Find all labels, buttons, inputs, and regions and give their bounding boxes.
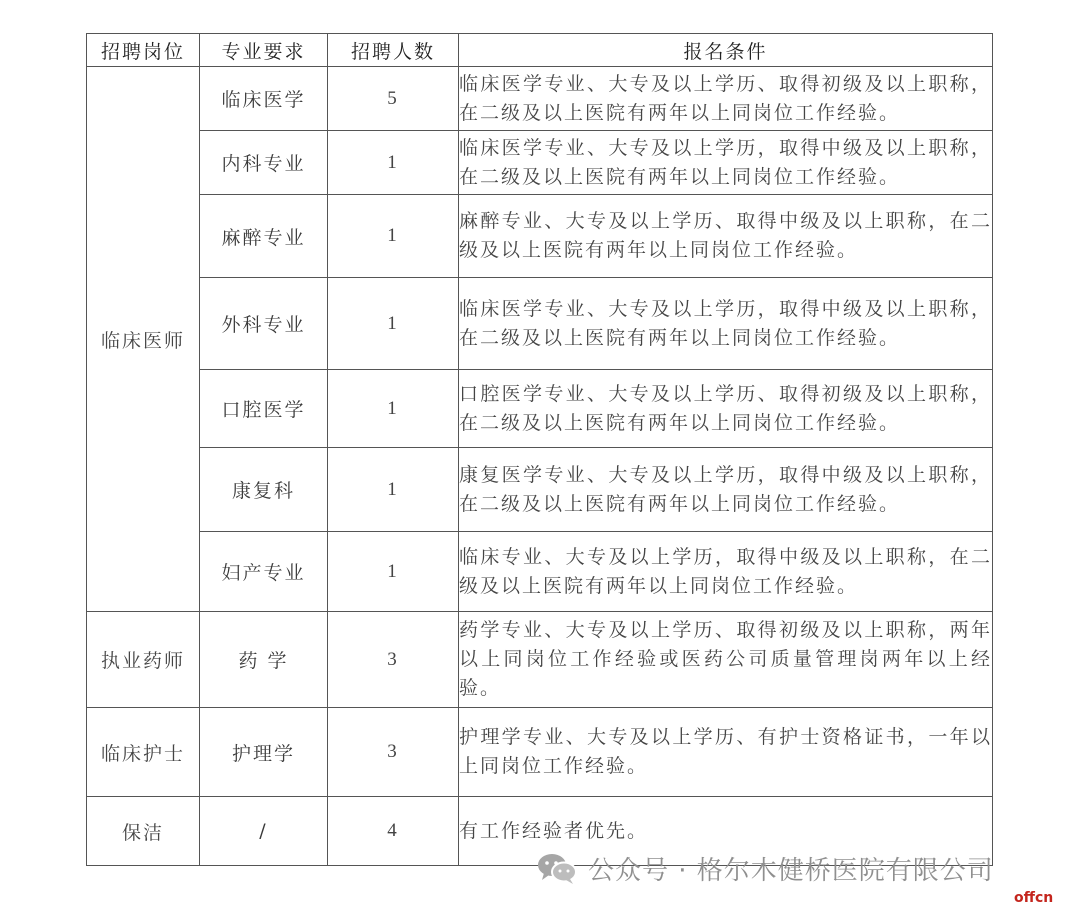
major-cell: 护理学 [200,708,328,797]
major-cell: 内科专业 [200,131,328,195]
position-cell: 执业药师 [87,612,200,708]
offcn-logo: offcn [1014,890,1054,906]
condition-cell: 临床医学专业、大专及以上学历、取得初级及以上职称，在二级及以上医院有两年以上同岗位工作经验。 [459,67,993,131]
recruitment-table [86,33,993,866]
header-position: 招聘岗位 [87,34,200,67]
table-header-row [87,34,993,67]
position-cell: 临床医师 [87,67,200,612]
position-cell: 保洁 [87,797,200,866]
count-cell: 1 [328,278,459,370]
table-row [87,708,993,797]
condition-cell: 护理学专业、大专及以上学历、有护士资格证书，一年以上同岗位工作经验。 [459,708,993,797]
count-cell: 1 [328,370,459,448]
major-cell: / [200,797,328,866]
table-row [87,278,993,370]
table-row [87,67,993,131]
count-cell: 1 [328,195,459,278]
count-cell: 5 [328,67,459,131]
table-row [87,612,993,708]
table-row [87,532,993,612]
header-condition: 报名条件 [459,34,993,67]
table-row [87,131,993,195]
condition-cell: 临床医学专业、大专及以上学历，取得中级及以上职称，在二级及以上医院有两年以上同岗位工作经验。 [459,278,993,370]
table-row [87,195,993,278]
wechat-icon [536,851,578,885]
major-cell: 康复科 [200,448,328,532]
condition-cell: 临床专业、大专及以上学历，取得中级及以上职称，在二级及以上医院有两年以上同岗位工作经验。 [459,532,993,612]
count-cell: 1 [328,131,459,195]
count-cell: 1 [328,532,459,612]
count-cell: 1 [328,448,459,532]
watermark-text: 公众号 · 格尔木健桥医院有限公司 [588,855,994,886]
major-cell: 妇产专业 [200,532,328,612]
count-cell: 3 [328,612,459,708]
major-cell: 药 学 [200,612,328,708]
major-cell: 外科专业 [200,278,328,370]
condition-cell: 麻醉专业、大专及以上学历、取得中级及以上职称，在二级及以上医院有两年以上同岗位工作经验。 [459,195,993,278]
condition-cell: 口腔医学专业、大专及以上学历、取得初级及以上职称，在二级及以上医院有两年以上同岗位工作经验。 [459,370,993,448]
condition-cell: 临床医学专业、大专及以上学历，取得中级及以上职称，在二级及以上医院有两年以上同岗位工作经验。 [459,131,993,195]
header-count: 招聘人数 [328,34,459,67]
header-major: 专业要求 [200,34,328,67]
major-cell: 麻醉专业 [200,195,328,278]
major-cell: 临床医学 [200,67,328,131]
count-cell: 3 [328,708,459,797]
watermark [536,850,994,886]
position-cell: 临床护士 [87,708,200,797]
condition-cell: 药学专业、大专及以上学历、取得初级及以上职称，两年以上同岗位工作经验或医药公司质量管理岗两年以上经验。 [459,612,993,708]
table-row [87,448,993,532]
condition-cell: 有工作经验者优先。 [459,797,993,866]
major-cell: 口腔医学 [200,370,328,448]
count-cell: 4 [328,797,459,866]
condition-cell: 康复医学专业、大专及以上学历，取得中级及以上职称，在二级及以上医院有两年以上同岗位工作经验。 [459,448,993,532]
table-row [87,370,993,448]
